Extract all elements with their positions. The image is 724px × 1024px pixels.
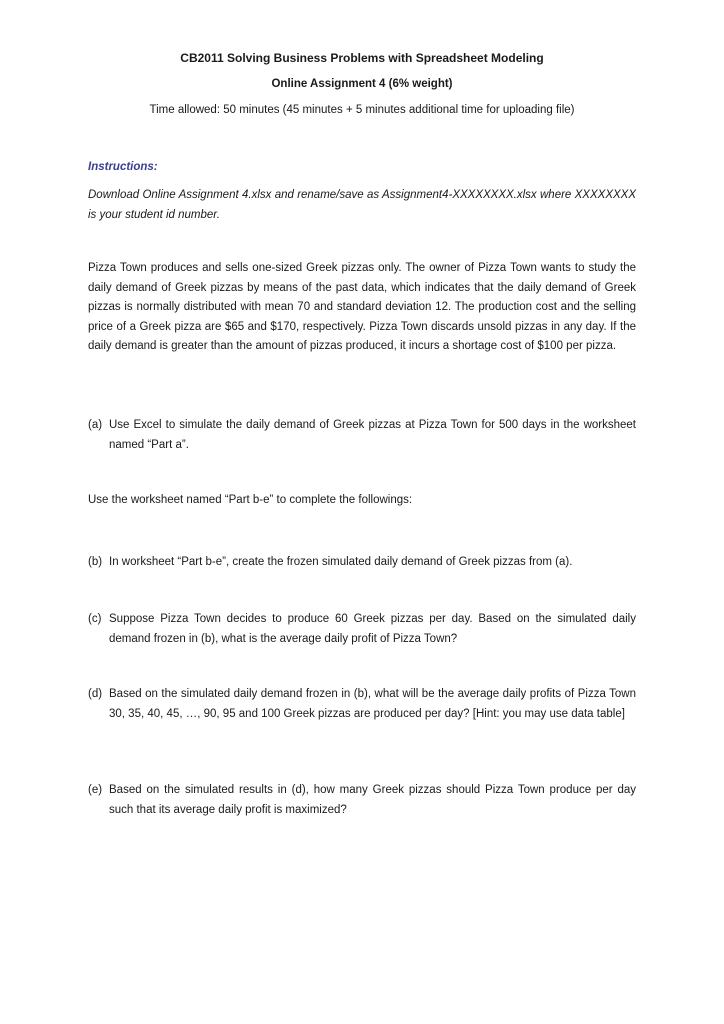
question-b	[88, 553, 636, 573]
question-b-letter: (b)	[88, 556, 103, 568]
question-e-text: Based on the simulated results in (d), how many Greek pizzas should Pizza Town produce per day such that its average daily profit is maximized?	[109, 784, 636, 816]
question-e-letter: (e)	[88, 784, 103, 796]
question-e	[88, 781, 636, 820]
question-c-text: Suppose Pizza Town decides to produce 60 Greek pizzas per day. Based on the simulated daily demand frozen in (b), what is the average daily profit of Pizza Town?	[109, 613, 636, 645]
document-title: CB2011 Solving Business Problems with Spreadsheet Modeling	[180, 51, 544, 65]
question-a	[88, 416, 636, 455]
question-b-text: In worksheet “Part b-e”, create the frozen simulated daily demand of Greek pizzas from (a).	[109, 556, 573, 568]
problem-paragraph: Pizza Town produces and sells one-sized Greek pizzas only. The owner of Pizza Town wants to study the daily demand of Greek pizzas by means of the past data, which indicates that the daily demand of Greek pizzas is normally distributed with mean 70 and standard deviation 12. The production cost and the selling price of a Greek pizza are $65 and $170, respectively. Pizza Town discards unsold pizzas in any day. If the daily demand is greater than the amount of pizzas produced, it incurs a shortage cost of $100 per pizza.	[88, 262, 636, 352]
question-d-letter: (d)	[88, 688, 103, 700]
question-c	[88, 610, 636, 649]
question-a-letter: (a)	[88, 419, 103, 431]
question-a-text: Use Excel to simulate the daily demand of Greek pizzas at Pizza Town for 500 days in the worksheet named “Part a”.	[109, 419, 636, 451]
use-worksheet-note: Use the worksheet named “Part b-e” to complete the followings:	[88, 494, 413, 506]
question-d-text: Based on the simulated daily demand frozen in (b), what will be the average daily profits of Pizza Town 30, 35, 40, 45, …, 90, 95 and 100 Greek pizzas are produced per day? [Hint: you may use data table]	[109, 688, 636, 720]
question-c-letter: (c)	[88, 613, 102, 625]
time-allowed: Time allowed: 50 minutes (45 minutes + 5 minutes additional time for uploading file)	[149, 104, 575, 116]
instructions-heading: Instructions:	[88, 161, 158, 173]
instructions-text: Download Online Assignment 4.xlsx and rename/save as Assignment4-XXXXXXXX.xlsx where XXXXXXXX is your student id number.	[88, 189, 636, 221]
question-d	[88, 685, 636, 724]
assignment-subtitle: Online Assignment 4 (6% weight)	[271, 78, 453, 90]
